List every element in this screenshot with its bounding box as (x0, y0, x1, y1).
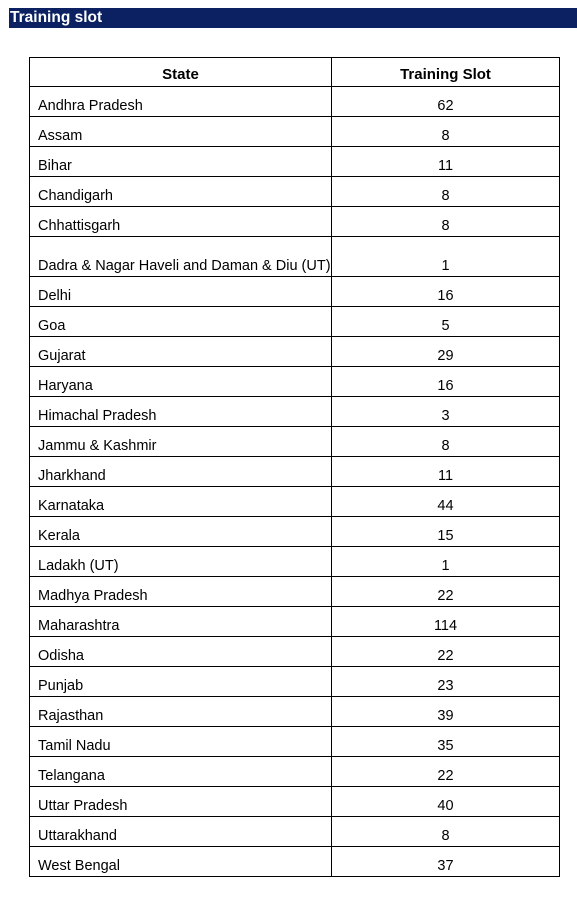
state-cell: Telangana (30, 757, 332, 787)
training-slot-cell: 44 (332, 487, 560, 517)
section-title: Training slot (9, 8, 577, 28)
training-slot-cell: 8 (332, 117, 560, 147)
training-slot-cell: 62 (332, 87, 560, 117)
training-slot-cell: 11 (332, 457, 560, 487)
state-cell: Kerala (30, 517, 332, 547)
table-row (30, 757, 560, 787)
training-slot-cell: 35 (332, 727, 560, 757)
table-row (30, 637, 560, 667)
table-body (30, 87, 560, 877)
table-row (30, 667, 560, 697)
training-slot-cell: 29 (332, 337, 560, 367)
training-slot-cell: 22 (332, 757, 560, 787)
table-row (30, 207, 560, 237)
table-row (30, 847, 560, 877)
training-slot-cell: 3 (332, 397, 560, 427)
training-slot-cell: 8 (332, 207, 560, 237)
state-cell: Bihar (30, 147, 332, 177)
state-cell: Chhattisgarh (30, 207, 332, 237)
state-cell: Uttarakhand (30, 817, 332, 847)
state-cell: Punjab (30, 667, 332, 697)
table-header-row (30, 58, 560, 87)
table-row (30, 237, 560, 277)
state-cell: Rajasthan (30, 697, 332, 727)
state-cell: West Bengal (30, 847, 332, 877)
state-cell: Assam (30, 117, 332, 147)
column-header-state: State (30, 58, 332, 87)
table-row (30, 367, 560, 397)
table-row (30, 607, 560, 637)
table-row (30, 547, 560, 577)
training-slot-cell: 1 (332, 237, 560, 277)
state-cell: Goa (30, 307, 332, 337)
training-slot-cell: 114 (332, 607, 560, 637)
training-slot-cell: 37 (332, 847, 560, 877)
table-row (30, 337, 560, 367)
table-row (30, 457, 560, 487)
table-row (30, 487, 560, 517)
training-slot-cell: 23 (332, 667, 560, 697)
training-slot-cell: 40 (332, 787, 560, 817)
table-row (30, 147, 560, 177)
state-cell: Haryana (30, 367, 332, 397)
training-slot-cell: 16 (332, 277, 560, 307)
state-cell: Odisha (30, 637, 332, 667)
training-slot-cell: 11 (332, 147, 560, 177)
training-slot-cell: 8 (332, 817, 560, 847)
state-cell: Jharkhand (30, 457, 332, 487)
training-slot-cell: 39 (332, 697, 560, 727)
state-cell: Uttar Pradesh (30, 787, 332, 817)
state-cell: Maharashtra (30, 607, 332, 637)
state-cell: Gujarat (30, 337, 332, 367)
table-row (30, 277, 560, 307)
training-slot-cell: 15 (332, 517, 560, 547)
training-slot-table (29, 57, 560, 877)
training-slot-cell: 22 (332, 637, 560, 667)
training-slot-cell: 8 (332, 177, 560, 207)
state-cell: Jammu & Kashmir (30, 427, 332, 457)
table-row (30, 117, 560, 147)
table-row (30, 307, 560, 337)
training-slot-cell: 22 (332, 577, 560, 607)
state-cell: Delhi (30, 277, 332, 307)
state-cell: Chandigarh (30, 177, 332, 207)
training-slot-cell: 1 (332, 547, 560, 577)
table-row (30, 427, 560, 457)
training-slot-cell: 16 (332, 367, 560, 397)
state-cell: Andhra Pradesh (30, 87, 332, 117)
state-cell: Himachal Pradesh (30, 397, 332, 427)
table-row (30, 517, 560, 547)
state-cell: Tamil Nadu (30, 727, 332, 757)
table-row (30, 87, 560, 117)
table-row (30, 397, 560, 427)
training-slot-cell: 5 (332, 307, 560, 337)
table-row (30, 727, 560, 757)
table-row (30, 177, 560, 207)
training-slot-cell: 8 (332, 427, 560, 457)
table-row (30, 787, 560, 817)
table-row (30, 697, 560, 727)
column-header-training-slot: Training Slot (332, 58, 560, 87)
table-row (30, 817, 560, 847)
state-cell: Dadra & Nagar Haveli and Daman & Diu (UT) (30, 237, 332, 277)
state-cell: Madhya Pradesh (30, 577, 332, 607)
table-row (30, 577, 560, 607)
state-cell: Ladakh (UT) (30, 547, 332, 577)
state-cell: Karnataka (30, 487, 332, 517)
